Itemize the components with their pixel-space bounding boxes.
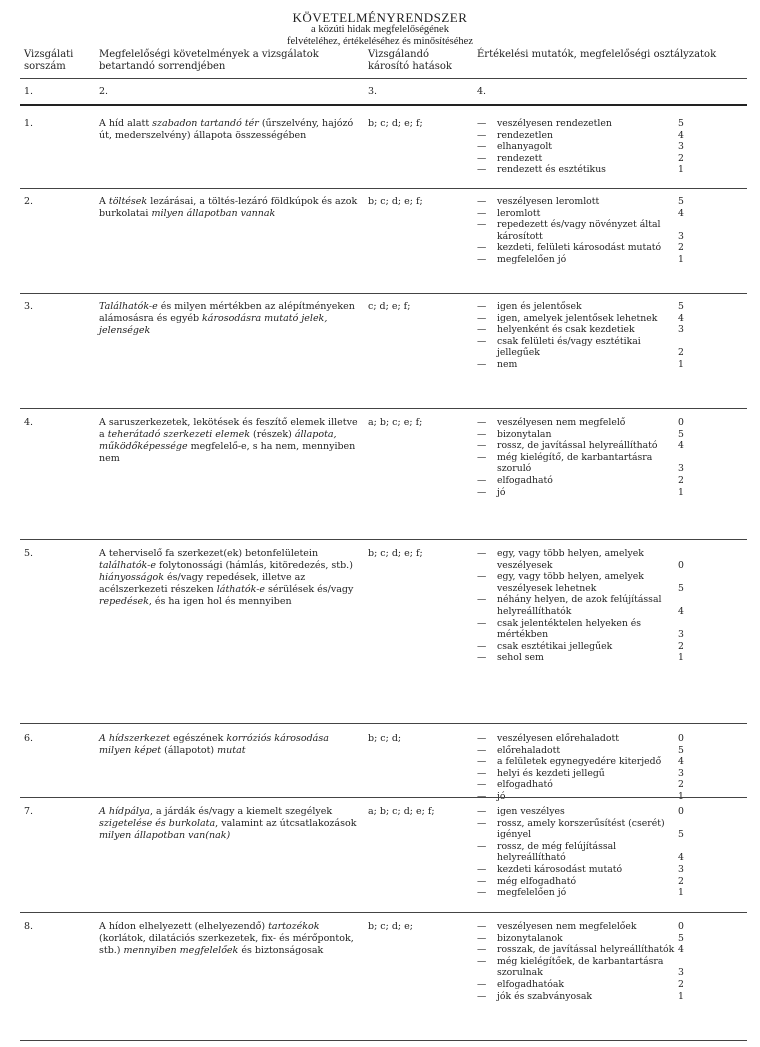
- evaluation-label: csak esztétikai jellegűek: [497, 640, 613, 652]
- evaluation-item: [477, 429, 707, 441]
- requirement-emphasis: repedések: [99, 596, 149, 608]
- requirement-emphasis: A hídszerkezet: [99, 733, 170, 744]
- evaluation-label: rendezett és esztétikus: [497, 164, 606, 176]
- dash-mark: —: [477, 141, 487, 153]
- evaluation-item: [477, 806, 707, 818]
- column-number-3: 3.: [368, 86, 378, 97]
- class-grade: 5: [678, 829, 684, 841]
- class-grade: 2: [678, 474, 684, 486]
- damaging-effects: a; b; c; d; e; f;: [368, 806, 435, 817]
- damaging-effects: a; b; c; e; f;: [368, 417, 423, 428]
- requirement-text: [99, 196, 359, 220]
- class-grade: 3: [678, 324, 684, 336]
- evaluation-item: [477, 887, 707, 899]
- class-grade: 2: [678, 875, 684, 887]
- evaluation-list: [477, 548, 707, 664]
- dash-mark: —: [477, 640, 487, 652]
- evaluation-label: egy, vagy több helyen, amelyek veszélyesek lehetnek: [497, 571, 644, 594]
- row-number: 8.: [24, 921, 34, 932]
- evaluation-label: megfelelően jó: [497, 253, 567, 265]
- requirement-segment: A saruszerkezetek, lekötések és feszítő elemek illetve a: [99, 417, 358, 441]
- requirement-segment: (részek): [249, 429, 295, 441]
- evaluation-item: [477, 841, 707, 864]
- class-grade: 0: [678, 733, 684, 744]
- class-grade: 5: [678, 196, 684, 207]
- class-grade: 4: [678, 312, 684, 324]
- dash-mark: —: [477, 152, 487, 164]
- dash-mark: —: [477, 301, 487, 312]
- row-separator: [20, 293, 747, 294]
- requirement-emphasis: teherátadó szerkezeti elemek: [107, 429, 250, 441]
- class-grade: 4: [678, 852, 684, 864]
- evaluation-item: [477, 652, 707, 664]
- evaluation-item: [477, 118, 707, 130]
- evaluation-item: [477, 417, 707, 429]
- dash-mark: —: [477, 417, 487, 428]
- requirement-emphasis: hiányosságok: [99, 572, 164, 584]
- evaluation-label: igen veszélyes: [497, 806, 565, 817]
- document-subtitle-2: felvételéhez, értékeléséhez és minősítéséhez: [287, 36, 473, 47]
- evaluation-label: előrehaladott: [497, 744, 561, 756]
- dash-mark: —: [477, 790, 487, 802]
- evaluation-item: [477, 641, 707, 653]
- column-number-1: 1.: [24, 86, 34, 97]
- class-grade: 5: [678, 744, 684, 756]
- evaluation-label: jó: [497, 790, 506, 802]
- evaluation-label: rendezetlen: [497, 129, 553, 141]
- requirement-text: [99, 806, 359, 842]
- document-subtitle-1: a közúti hidak megfelelőségének: [311, 24, 449, 35]
- dash-mark: —: [477, 840, 487, 852]
- dash-mark: —: [477, 571, 487, 583]
- dash-mark: —: [477, 164, 487, 176]
- evaluation-item: [477, 208, 707, 220]
- class-grade: 0: [678, 559, 684, 571]
- row-separator: [20, 1040, 747, 1041]
- dash-mark: —: [477, 875, 487, 887]
- evaluation-item: [477, 141, 707, 153]
- evaluation-label: leromlott: [497, 207, 541, 219]
- class-grade: 5: [678, 301, 684, 312]
- evaluation-label: veszélyesen rendezetlen: [497, 118, 612, 129]
- class-grade: 0: [678, 921, 684, 932]
- dash-mark: —: [477, 932, 487, 944]
- requirement-segment: egészének: [170, 733, 227, 744]
- requirement-segment: és milyen mértékben az alépítményeken alámosásra és egyéb: [99, 301, 355, 325]
- row-number: 7.: [24, 806, 34, 817]
- requirement-emphasis: szabadon tartandó tér: [152, 118, 259, 129]
- evaluation-item: [477, 571, 707, 594]
- requirement-emphasis: szigetelése és burkolata: [99, 818, 216, 830]
- dash-mark: —: [477, 242, 487, 254]
- requirement-emphasis: találhatók-e: [99, 560, 156, 572]
- dash-mark: —: [477, 428, 487, 440]
- dash-mark: —: [477, 744, 487, 756]
- evaluation-item: [477, 440, 707, 452]
- evaluation-item: [477, 979, 707, 991]
- document-title: KÖVETELMÉNYRENDSZER: [292, 10, 468, 25]
- class-grade: 2: [678, 978, 684, 990]
- class-grade: 3: [678, 629, 684, 641]
- class-grade: 2: [678, 779, 684, 791]
- requirement-segment: lezárásai, a töltés-lezáró földkúpok és azok burkolatai: [99, 196, 358, 220]
- evaluation-label: veszélyesen leromlott: [497, 196, 600, 207]
- dash-mark: —: [477, 617, 487, 629]
- evaluation-item: [477, 475, 707, 487]
- class-grade: 3: [678, 141, 684, 153]
- evaluation-label: veszélyesen előrehaladott: [497, 733, 619, 744]
- header-col-effects: Vizsgálandó károsító hatások: [368, 49, 452, 72]
- requirement-emphasis: milyen állapotban vannak: [151, 208, 276, 220]
- evaluation-item: [477, 818, 707, 841]
- dash-mark: —: [477, 118, 487, 129]
- requirement-segment: (korlátok, dilatációs szerkezetek, fix- és mérőpontok, stb.): [99, 933, 354, 957]
- dash-mark: —: [477, 756, 487, 768]
- dash-mark: —: [477, 486, 487, 498]
- dash-mark: —: [477, 451, 487, 463]
- evaluation-label: nem: [497, 358, 518, 370]
- dash-mark: —: [477, 129, 487, 141]
- dash-mark: —: [477, 863, 487, 875]
- evaluation-label: veszélyesen nem megfelelőek: [497, 921, 637, 932]
- evaluation-label: repedezett és/vagy növényzet által károsított: [497, 219, 661, 242]
- requirement-segment: megfelelő-e, s ha nem, mennyiben nem: [99, 441, 356, 465]
- requirement-text: [99, 548, 359, 608]
- evaluation-item: [477, 336, 707, 359]
- evaluation-item: [477, 301, 707, 313]
- evaluation-label: elfogadhatóak: [497, 978, 564, 990]
- evaluation-label: rossz, de még felújítással helyreállítható: [497, 840, 617, 864]
- class-grade: 1: [678, 790, 684, 802]
- class-grade: 2: [678, 640, 684, 652]
- evaluation-list: [477, 301, 707, 371]
- dash-mark: —: [477, 196, 487, 207]
- evaluation-label: kezdeti, felületi károsodást mutató: [497, 242, 662, 254]
- evaluation-label: csak felületi és/vagy esztétikai jellegűek: [497, 335, 641, 359]
- dash-mark: —: [477, 219, 487, 231]
- requirement-emphasis: károsodásra mutató jelek, jelenségek: [99, 313, 328, 337]
- damaging-effects: b; c; d; e;: [368, 921, 413, 932]
- class-grade: 5: [678, 118, 684, 129]
- requirement-text: [99, 301, 359, 337]
- evaluation-label: elhanyagolt: [497, 141, 553, 153]
- evaluation-item: [477, 944, 707, 956]
- evaluation-item: [477, 196, 707, 208]
- class-grade: 1: [678, 164, 684, 176]
- class-grade: 1: [678, 358, 684, 370]
- evaluation-label: bizonytalanok: [497, 932, 563, 944]
- class-grade: 5: [678, 582, 684, 594]
- requirement-segment: , valamint az útcsatlakozások: [215, 818, 357, 830]
- evaluation-item: [477, 779, 707, 791]
- evaluation-item: [477, 164, 707, 176]
- header-col-requirements: Megfelelőségi követelmények a vizsgálatok betartandó sorrendjében: [99, 49, 319, 72]
- row-separator: [20, 912, 747, 913]
- evaluation-list: [477, 118, 707, 176]
- evaluation-item: [477, 313, 707, 325]
- evaluation-item: [477, 242, 707, 254]
- evaluation-item: [477, 359, 707, 371]
- class-grade: 5: [678, 428, 684, 440]
- class-grade: 3: [678, 463, 684, 475]
- row-separator: [20, 408, 747, 409]
- evaluation-label: rossz, de javítással helyreállítható: [497, 440, 658, 452]
- evaluation-label: kezdeti károsodást mutató: [497, 863, 623, 875]
- evaluation-label: még kielégítőek, de karbantartásra szorulnak: [497, 955, 664, 979]
- dash-mark: —: [477, 978, 487, 990]
- evaluation-label: helyenként és csak kezdetiek: [497, 324, 635, 336]
- row-separator: [20, 723, 747, 724]
- dash-mark: —: [477, 594, 487, 606]
- evaluation-item: [477, 324, 707, 336]
- class-grade: 2: [678, 242, 684, 254]
- class-grade: 3: [678, 863, 684, 875]
- dash-mark: —: [477, 990, 487, 1002]
- requirement-segment: A teherviselő fa szerkezet(ek) betonfelületein: [99, 548, 319, 559]
- evaluation-label: rosszak, de javítással helyreállíthatók: [497, 944, 675, 956]
- evaluation-label: a felületek egynegyedére kiterjedő: [497, 756, 662, 768]
- evaluation-item: [477, 594, 707, 617]
- class-grade: 4: [678, 207, 684, 219]
- evaluation-item: [477, 921, 707, 933]
- evaluation-list: [477, 733, 707, 803]
- dash-mark: —: [477, 921, 487, 932]
- dash-mark: —: [477, 652, 487, 664]
- evaluation-label: elfogadható: [497, 474, 553, 486]
- evaluation-label: még kielégítő, de karbantartásra szoruló: [497, 451, 653, 475]
- evaluation-label: igen és jelentősek: [497, 301, 582, 312]
- dash-mark: —: [477, 955, 487, 967]
- class-grade: 1: [678, 253, 684, 265]
- dash-mark: —: [477, 324, 487, 336]
- header-col-evaluation: Értékelési mutatók, megfelelőségi osztályzatok: [477, 49, 717, 60]
- evaluation-label: még elfogadható: [497, 875, 577, 887]
- class-grade: 3: [678, 767, 684, 779]
- evaluation-label: jók és szabványosak: [497, 990, 593, 1002]
- requirement-emphasis: mutat: [217, 745, 246, 757]
- row-separator: [20, 188, 747, 189]
- evaluation-list: [477, 417, 707, 498]
- evaluation-item: [477, 733, 707, 745]
- class-grade: 4: [678, 756, 684, 768]
- requirement-segment: és/vagy repedések, illetve az acélszerkezeti részeken: [99, 572, 306, 596]
- requirement-text: [99, 733, 359, 757]
- dash-mark: —: [477, 548, 487, 559]
- damaging-effects: b; c; d; e; f;: [368, 548, 423, 559]
- class-grade: 3: [678, 230, 684, 242]
- evaluation-label: rendezett: [497, 152, 543, 164]
- evaluation-item: [477, 618, 707, 641]
- evaluation-item: [477, 219, 707, 242]
- requirement-segment: és biztonságosak: [238, 945, 324, 957]
- requirement-segment: folytonossági (hámlás, kitöredezés, stb.): [155, 560, 353, 572]
- evaluation-label: helyi és kezdeti jellegű: [497, 767, 605, 779]
- row-number: 5.: [24, 548, 34, 559]
- evaluation-item: [477, 130, 707, 142]
- requirement-segment: , a járdák és/vagy a kiemelt szegélyek: [149, 806, 333, 817]
- evaluation-label: csak jelentéktelen helyeken és mértékben: [497, 617, 642, 641]
- damaging-effects: b; c; d;: [368, 733, 402, 744]
- row-number: 2.: [24, 196, 34, 207]
- requirement-text: [99, 417, 359, 465]
- damaging-effects: b; c; d; e; f;: [368, 196, 423, 207]
- requirement-text: [99, 921, 359, 957]
- evaluation-item: [477, 254, 707, 266]
- requirement-segment: A hídon elhelyezett (elhelyezendő): [99, 921, 269, 932]
- class-grade: 4: [678, 440, 684, 452]
- dash-mark: —: [477, 779, 487, 791]
- evaluation-label: egy, vagy több helyen, amelyek veszélyesek: [497, 548, 644, 571]
- evaluation-label: bizonytalan: [497, 428, 552, 440]
- evaluation-label: rossz, amely korszerűsítést (cserét) igényel: [497, 817, 665, 841]
- column-number-2: 2.: [99, 86, 109, 97]
- dash-mark: —: [477, 312, 487, 324]
- evaluation-item: [477, 864, 707, 876]
- dash-mark: —: [477, 733, 487, 744]
- evaluation-item: [477, 452, 707, 475]
- requirement-emphasis: A hídpálya: [99, 806, 150, 817]
- dash-mark: —: [477, 207, 487, 219]
- requirement-emphasis: tartozékok: [268, 921, 320, 932]
- requirement-emphasis: állapota, működőképessége: [99, 429, 337, 453]
- evaluation-label: elfogadható: [497, 779, 553, 791]
- requirement-segment: A híd alatt: [99, 118, 153, 129]
- evaluation-item: [477, 548, 707, 571]
- evaluation-item: [477, 876, 707, 888]
- class-grade: 1: [678, 652, 684, 664]
- evaluation-item: [477, 768, 707, 780]
- header-bottom-rule: [20, 104, 747, 106]
- class-grade: 4: [678, 605, 684, 617]
- class-grade: 1: [678, 990, 684, 1002]
- class-grade: 4: [678, 944, 684, 956]
- requirement-emphasis: láthatók-e: [216, 584, 266, 596]
- evaluation-item: [477, 991, 707, 1003]
- class-grade: 4: [678, 129, 684, 141]
- evaluation-label: néhány helyen, de azok felújítással helyreállíthatók: [497, 594, 662, 617]
- class-grade: 2: [678, 152, 684, 164]
- row-number: 4.: [24, 417, 34, 428]
- dash-mark: —: [477, 253, 487, 265]
- evaluation-item: [477, 756, 707, 768]
- damaging-effects: c; d; e; f;: [368, 301, 411, 312]
- requirement-segment: (űrszelvény, hajózó út, mederszelvény) állapota összességében: [99, 118, 354, 142]
- evaluation-item: [477, 487, 707, 499]
- requirement-segment: sérülések és/vagy: [265, 584, 354, 596]
- requirement-segment: A: [99, 196, 109, 207]
- dash-mark: —: [477, 767, 487, 779]
- requirement-segment: , és ha igen hol és mennyiben: [148, 596, 292, 608]
- requirement-emphasis: korróziós károsodása milyen képet: [99, 733, 329, 757]
- row-separator: [20, 797, 747, 798]
- evaluation-label: sehol sem: [497, 652, 544, 664]
- evaluation-list: [477, 921, 707, 1002]
- evaluation-label: veszélyesen nem megfelelő: [497, 417, 626, 428]
- evaluation-list: [477, 806, 707, 899]
- evaluation-list: [477, 196, 707, 266]
- class-grade: 2: [678, 347, 684, 359]
- requirement-segment: (állapotot): [161, 745, 218, 757]
- header-rule: [20, 78, 747, 79]
- evaluation-label: igen, amelyek jelentősek lehetnek: [497, 312, 658, 324]
- class-grade: 1: [678, 486, 684, 498]
- row-number: 1.: [24, 118, 34, 129]
- class-grade: 5: [678, 932, 684, 944]
- dash-mark: —: [477, 474, 487, 486]
- class-grade: 1: [678, 887, 684, 899]
- requirement-emphasis: mennyiben megfelelőek: [123, 945, 239, 957]
- requirement-emphasis: töltések: [108, 196, 148, 207]
- row-separator: [20, 539, 747, 540]
- dash-mark: —: [477, 358, 487, 370]
- requirement-emphasis: Találhatók-e: [99, 301, 158, 312]
- damaging-effects: b; c; d; e; f;: [368, 118, 423, 129]
- dash-mark: —: [477, 335, 487, 347]
- requirement-text: [99, 118, 359, 142]
- dash-mark: —: [477, 806, 487, 817]
- evaluation-item: [477, 956, 707, 979]
- row-number: 3.: [24, 301, 34, 312]
- dash-mark: —: [477, 440, 487, 452]
- class-grade: 0: [678, 417, 684, 428]
- evaluation-item: [477, 933, 707, 945]
- evaluation-item: [477, 153, 707, 165]
- dash-mark: —: [477, 944, 487, 956]
- evaluation-label: megfelelően jó: [497, 887, 567, 899]
- class-grade: 3: [678, 967, 684, 979]
- evaluation-item: [477, 745, 707, 757]
- dash-mark: —: [477, 817, 487, 829]
- column-number-4: 4.: [477, 86, 487, 97]
- requirement-emphasis: milyen állapotban van(nak): [99, 830, 231, 842]
- header-col-number: Vizsgálati sorszám: [24, 49, 74, 72]
- dash-mark: —: [477, 887, 487, 899]
- class-grade: 0: [678, 806, 684, 817]
- row-number: 6.: [24, 733, 34, 744]
- evaluation-label: jó: [497, 486, 506, 498]
